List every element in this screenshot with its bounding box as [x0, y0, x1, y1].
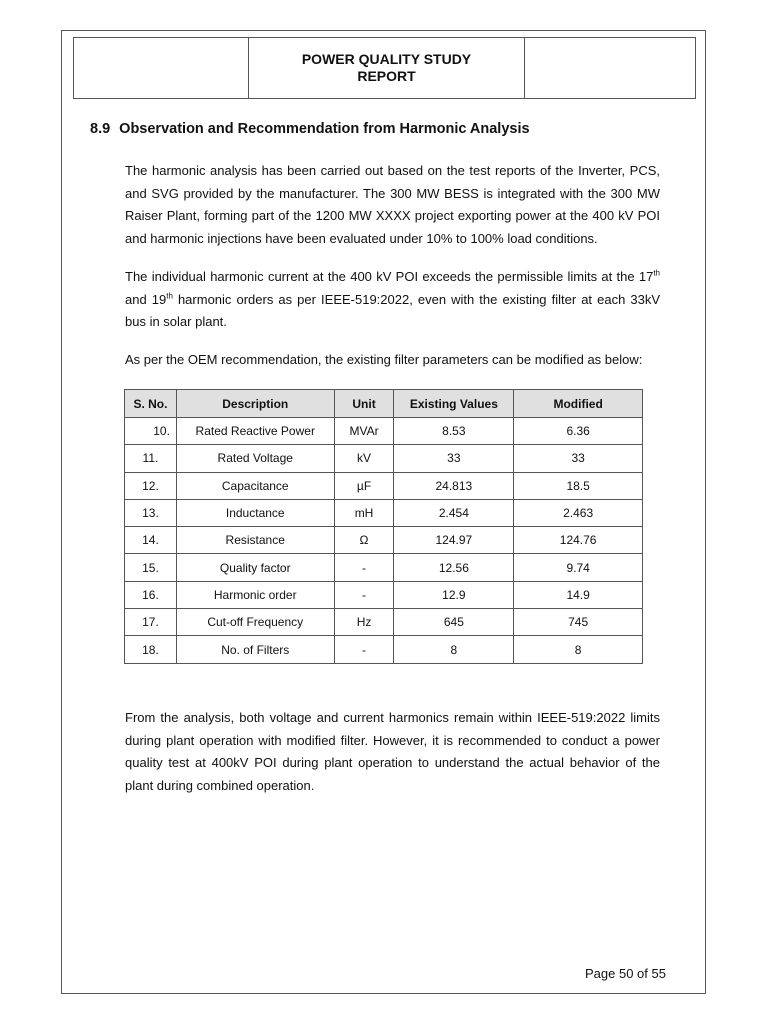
- section-heading: [90, 121, 530, 137]
- cell-existing: 33: [394, 445, 514, 472]
- table-row: [125, 609, 643, 636]
- header-title-cell: [249, 38, 525, 98]
- table-row: [125, 527, 643, 554]
- filter-parameters-table: [124, 389, 643, 664]
- cell-modified: 745: [514, 609, 643, 636]
- cell-unit: -: [334, 581, 394, 608]
- cell-description: Harmonic order: [176, 581, 334, 608]
- cell-description: Rated Reactive Power: [176, 418, 334, 445]
- paragraph-harmonic-limits: [125, 266, 660, 334]
- table-row: [125, 581, 643, 608]
- p2-sup-1: th: [653, 268, 660, 278]
- cell-sno: 16.: [125, 581, 177, 608]
- cell-existing: 124.97: [394, 527, 514, 554]
- cell-modified: 8: [514, 636, 643, 663]
- cell-sno: 14.: [125, 527, 177, 554]
- header-title-line1: POWER QUALITY STUDY: [301, 51, 472, 67]
- table-header-row: [125, 390, 643, 418]
- cell-sno: 11.: [125, 445, 177, 472]
- cell-unit: Hz: [334, 609, 394, 636]
- header-description: Description: [176, 390, 334, 418]
- header-sno: S. No.: [125, 390, 177, 418]
- cell-unit: MVAr: [334, 418, 394, 445]
- header-unit: Unit: [334, 390, 394, 418]
- cell-unit: kV: [334, 445, 394, 472]
- header-left-cell: [74, 38, 249, 98]
- cell-existing: 8: [394, 636, 514, 663]
- cell-unit: mH: [334, 499, 394, 526]
- report-header: [73, 37, 696, 99]
- table-row: [125, 499, 643, 526]
- cell-existing: 12.9: [394, 581, 514, 608]
- table-row: [125, 554, 643, 581]
- cell-sno: 18.: [125, 636, 177, 663]
- cell-unit: -: [334, 636, 394, 663]
- header-right-cell: [525, 38, 695, 98]
- p2-text-a: The individual harmonic current at the 400 kV POI exceeds the permissible limits at the 17: [125, 269, 654, 284]
- cell-modified: 6.36: [514, 418, 643, 445]
- cell-sno: 10.: [125, 418, 177, 445]
- cell-existing: 645: [394, 609, 514, 636]
- table-row: [125, 445, 643, 472]
- header-existing: Existing Values: [394, 390, 514, 418]
- cell-modified: 18.5: [514, 472, 643, 499]
- table-row: [125, 418, 643, 445]
- cell-existing: 2.454: [394, 499, 514, 526]
- p2-text-b: and 19: [125, 291, 167, 307]
- table-row: [125, 472, 643, 499]
- cell-existing: 24.813: [394, 472, 514, 499]
- page-number: Page 50 of 55: [585, 966, 666, 981]
- table-row: [125, 636, 643, 663]
- cell-modified: 14.9: [514, 581, 643, 608]
- cell-description: Resistance: [176, 527, 334, 554]
- cell-unit: µF: [334, 472, 394, 499]
- section-title: Observation and Recommendation from Harmonic Analysis: [119, 121, 530, 137]
- p2-text-c: harmonic orders as per IEEE-519:2022, even with the existing filter at each 33kV bus in solar plant.: [125, 291, 660, 329]
- header-title-line2: REPORT: [357, 68, 416, 84]
- cell-modified: 124.76: [514, 527, 643, 554]
- paragraph-conclusion: From the analysis, both voltage and current harmonics remain within IEEE-519:2022 limits during plant operation with modified filter. However, it is recommended to conduct a power quality test at 400kV POI during plant operation to understand the actual behavior of the plant during combined operation.: [125, 710, 660, 793]
- paragraph-intro: The harmonic analysis has been carried out based on the test reports of the Inverter, PCS, and SVG provided by the manufacturer. The 300 MW BESS is integrated with the 300 MW Raiser Plant, forming part of the 1200 MW XXXX project exporting power at the 400 kV POI and harmonic injections have been evaluated under 10% to 100% load conditions.: [125, 163, 660, 246]
- cell-sno: 15.: [125, 554, 177, 581]
- p2-sup-2: th: [166, 291, 173, 301]
- cell-existing: 12.56: [394, 554, 514, 581]
- cell-description: Rated Voltage: [176, 445, 334, 472]
- cell-description: Inductance: [176, 499, 334, 526]
- cell-modified: 9.74: [514, 554, 643, 581]
- cell-sno: 13.: [125, 499, 177, 526]
- cell-description: Cut-off Frequency: [176, 609, 334, 636]
- cell-unit: -: [334, 554, 394, 581]
- header-modified: Modified: [514, 390, 643, 418]
- cell-modified: 2.463: [514, 499, 643, 526]
- cell-description: No. of Filters: [176, 636, 334, 663]
- cell-sno: 12.: [125, 472, 177, 499]
- section-number: 8.9: [90, 121, 111, 137]
- cell-existing: 8.53: [394, 418, 514, 445]
- paragraph-oem-recommendation: As per the OEM recommendation, the existing filter parameters can be modified as below:: [125, 352, 643, 367]
- cell-unit: Ω: [334, 527, 394, 554]
- cell-sno: 17.: [125, 609, 177, 636]
- cell-description: Capacitance: [176, 472, 334, 499]
- cell-modified: 33: [514, 445, 643, 472]
- cell-description: Quality factor: [176, 554, 334, 581]
